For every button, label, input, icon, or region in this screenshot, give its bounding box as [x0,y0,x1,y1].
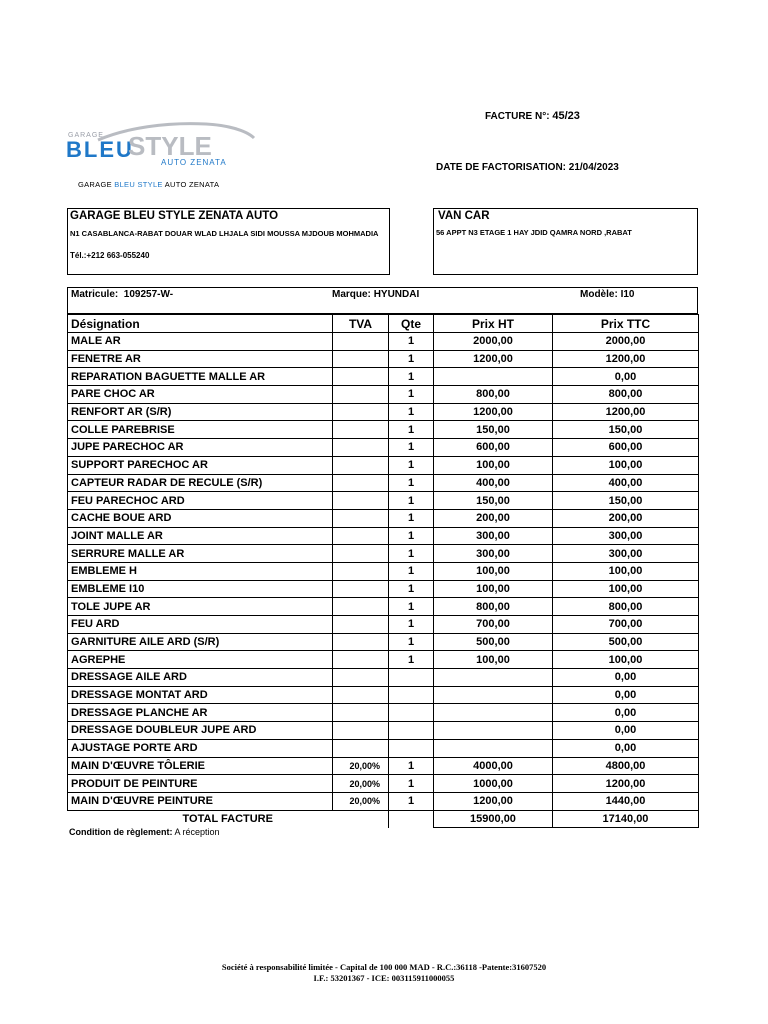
table-row [68,686,699,704]
cell-prix-ttc: 100,00 [553,456,699,474]
cell-prix-ht: 1200,00 [434,403,553,421]
cell-prix-ttc: 800,00 [553,386,699,404]
cell-tva: 20,00% [333,757,389,775]
table-row [68,669,699,687]
cell-designation: MAIN D'ŒUVRE TÔLERIE [68,757,333,775]
cell-prix-ttc: 600,00 [553,439,699,457]
cell-tva [333,474,389,492]
logo-auto-zenata-text: AUTO ZENATA [161,158,227,167]
cell-prix-ttc: 700,00 [553,616,699,634]
cell-qte: 1 [389,492,434,510]
cell-tva [333,439,389,457]
cell-prix-ht: 500,00 [434,633,553,651]
total-label: TOTAL FACTURE [68,810,389,828]
cell-qte: 1 [389,562,434,580]
cell-tva [333,333,389,351]
cell-qte: 1 [389,775,434,793]
cell-designation: FEU ARD [68,616,333,634]
cell-prix-ht: 150,00 [434,421,553,439]
vehicle-matricule: Matricule: 109257-W- [71,289,174,300]
cell-qte: 1 [389,474,434,492]
cell-prix-ht [434,704,553,722]
table-row [68,350,699,368]
table-row [68,792,699,810]
cell-designation: MALE AR [68,333,333,351]
cell-tva [333,633,389,651]
cell-prix-ttc: 300,00 [553,545,699,563]
cell-designation: SERRURE MALLE AR [68,545,333,563]
cell-prix-ttc: 0,00 [553,686,699,704]
table-row [68,456,699,474]
cell-qte [389,739,434,757]
cell-prix-ht [434,722,553,740]
cell-prix-ht [434,739,553,757]
cell-designation: CACHE BOUE ARD [68,509,333,527]
invoice-date: DATE DE FACTORISATION: 21/04/2023 [436,162,619,173]
cell-tva [333,580,389,598]
table-row [68,403,699,421]
cell-designation: CAPTEUR RADAR DE RECULE (S/R) [68,474,333,492]
cell-prix-ht [434,368,553,386]
table-row [68,598,699,616]
cell-tva [333,686,389,704]
cell-designation: FEU PARECHOC ARD [68,492,333,510]
table-row [68,492,699,510]
cell-designation: PRODUIT DE PEINTURE [68,775,333,793]
cell-qte [389,686,434,704]
cell-qte: 1 [389,439,434,457]
cell-qte [389,722,434,740]
cell-prix-ttc: 100,00 [553,580,699,598]
cell-designation: SUPPORT PARECHOC AR [68,456,333,474]
cell-prix-ht: 300,00 [434,545,553,563]
cell-prix-ht: 100,00 [434,651,553,669]
cell-prix-ht: 1200,00 [434,792,553,810]
table-row [68,757,699,775]
table-row [68,580,699,598]
cell-prix-ht: 200,00 [434,509,553,527]
cell-prix-ttc: 1440,00 [553,792,699,810]
cell-prix-ttc: 0,00 [553,669,699,687]
cell-tva [333,350,389,368]
table-row [68,333,699,351]
cell-tva [333,562,389,580]
cell-prix-ht: 800,00 [434,386,553,404]
cell-designation: MAIN D'ŒUVRE PEINTURE [68,792,333,810]
table-row [68,474,699,492]
cell-prix-ttc: 1200,00 [553,775,699,793]
cell-prix-ht: 100,00 [434,580,553,598]
cell-designation: FENETRE AR [68,350,333,368]
table-row [68,439,699,457]
cell-designation: GARNITURE AILE ARD (S/R) [68,633,333,651]
logo-caption: GARAGE BLEU STYLE AUTO ZENATA [78,180,220,189]
total-empty-cell [389,810,434,828]
cell-prix-ttc: 500,00 [553,633,699,651]
cell-designation: JUPE PARECHOC AR [68,439,333,457]
supplier-name: GARAGE BLEU STYLE ZENATA AUTO [70,210,279,222]
cell-tva [333,368,389,386]
cell-prix-ht: 700,00 [434,616,553,634]
cell-prix-ht: 300,00 [434,527,553,545]
cell-tva: 20,00% [333,792,389,810]
cell-tva: 20,00% [333,775,389,793]
table-row [68,722,699,740]
table-row [68,633,699,651]
cell-prix-ht: 600,00 [434,439,553,457]
total-row [68,810,699,828]
cell-designation: DRESSAGE DOUBLEUR JUPE ARD [68,722,333,740]
table-row [68,509,699,527]
header-qte: Qte [389,315,434,333]
cell-tva [333,722,389,740]
invoice-number: FACTURE N°: 45/23 [485,110,580,122]
table-row [68,386,699,404]
vehicle-marque: Marque: HYUNDAI [332,289,420,300]
cell-tva [333,527,389,545]
cell-qte: 1 [389,403,434,421]
table-row [68,651,699,669]
cell-prix-ht: 400,00 [434,474,553,492]
client-name: VAN CAR [438,210,490,222]
cell-prix-ttc: 0,00 [553,722,699,740]
header-prix-ht: Prix HT [434,315,553,333]
cell-prix-ht: 150,00 [434,492,553,510]
cell-qte: 1 [389,545,434,563]
cell-tva [333,492,389,510]
table-body [68,333,699,811]
cell-prix-ht: 100,00 [434,562,553,580]
cell-designation: REPARATION BAGUETTE MALLE AR [68,368,333,386]
cell-prix-ttc: 0,00 [553,739,699,757]
cell-prix-ht: 800,00 [434,598,553,616]
cell-designation: COLLE PAREBRISE [68,421,333,439]
client-address: 56 APPT N3 ETAGE 1 HAY JDID QAMRA NORD ,RABAT [436,228,632,237]
cell-prix-ttc: 300,00 [553,527,699,545]
cell-prix-ttc: 150,00 [553,492,699,510]
cell-designation: JOINT MALLE AR [68,527,333,545]
company-logo [66,120,256,175]
cell-tva [333,669,389,687]
supplier-address: N1 CASABLANCA-RABAT DOUAR WLAD LHJALA SIDI MOUSSA MJDOUB MOHMADIA [70,229,379,238]
vehicle-modele: Modèle: I10 [580,289,635,300]
table-header-row [68,315,699,333]
table-row [68,421,699,439]
cell-qte: 1 [389,598,434,616]
cell-designation: DRESSAGE PLANCHE AR [68,704,333,722]
cell-designation: TOLE JUPE AR [68,598,333,616]
table-row [68,527,699,545]
cell-prix-ttc: 100,00 [553,651,699,669]
header-tva: TVA [333,315,389,333]
cell-qte: 1 [389,333,434,351]
cell-tva [333,616,389,634]
cell-prix-ht: 1200,00 [434,350,553,368]
cell-prix-ht: 100,00 [434,456,553,474]
cell-prix-ttc: 1200,00 [553,403,699,421]
cell-qte: 1 [389,350,434,368]
header-designation: Désignation [68,315,333,333]
table-row [68,368,699,386]
cell-prix-ht: 1000,00 [434,775,553,793]
table-row [68,704,699,722]
cell-prix-ht: 2000,00 [434,333,553,351]
cell-designation: EMBLEME H [68,562,333,580]
cell-tva [333,421,389,439]
cell-designation: RENFORT AR (S/R) [68,403,333,421]
logo-bleu-text: BLEU [66,137,134,162]
total-ttc: 17140,00 [553,810,699,828]
cell-prix-ttc: 1200,00 [553,350,699,368]
cell-qte: 1 [389,633,434,651]
logo-garage-text: GARAGE [68,132,104,139]
cell-qte: 1 [389,386,434,404]
cell-prix-ttc: 2000,00 [553,333,699,351]
cell-prix-ttc: 0,00 [553,368,699,386]
cell-qte: 1 [389,792,434,810]
footer-legal-line-2: I.F.: 53201367 - ICE: 003115911000055 [313,973,455,983]
cell-designation: AJUSTAGE PORTE ARD [68,739,333,757]
cell-tva [333,704,389,722]
cell-qte: 1 [389,651,434,669]
cell-prix-ttc: 0,00 [553,704,699,722]
header-prix-ttc: Prix TTC [553,315,699,333]
table-row [68,739,699,757]
cell-qte: 1 [389,368,434,386]
cell-prix-ht [434,669,553,687]
cell-qte: 1 [389,509,434,527]
cell-tva [333,386,389,404]
cell-designation: DRESSAGE MONTAT ARD [68,686,333,704]
cell-tva [333,739,389,757]
cell-tva [333,598,389,616]
cell-prix-ttc: 4800,00 [553,757,699,775]
cell-qte: 1 [389,527,434,545]
cell-tva [333,509,389,527]
cell-prix-ht [434,686,553,704]
table-row [68,616,699,634]
cell-prix-ttc: 200,00 [553,509,699,527]
invoice-items-table [67,314,699,828]
cell-prix-ttc: 800,00 [553,598,699,616]
cell-qte: 1 [389,616,434,634]
cell-qte: 1 [389,580,434,598]
cell-designation: EMBLEME I10 [68,580,333,598]
cell-tva [333,403,389,421]
cell-qte [389,704,434,722]
cell-qte [389,669,434,687]
supplier-phone: Tél.:+212 663-055240 [70,251,150,260]
cell-qte: 1 [389,456,434,474]
table-row [68,775,699,793]
payment-condition: Condition de règlement: A réception [69,827,220,837]
cell-qte: 1 [389,421,434,439]
total-ht: 15900,00 [434,810,553,828]
cell-designation: AGREPHE [68,651,333,669]
cell-tva [333,456,389,474]
footer-legal-line-1: Société à responsabilité limitée - Capital de 100 000 MAD - R.C.:36118 -Patente:31607520 [221,962,547,972]
logo-style-text: STYLE [128,131,212,161]
cell-tva [333,651,389,669]
cell-qte: 1 [389,757,434,775]
cell-prix-ttc: 400,00 [553,474,699,492]
cell-prix-ttc: 100,00 [553,562,699,580]
table-row [68,545,699,563]
table-row [68,562,699,580]
cell-prix-ht: 4000,00 [434,757,553,775]
cell-designation: DRESSAGE AILE ARD [68,669,333,687]
cell-designation: PARE CHOC AR [68,386,333,404]
cell-prix-ttc: 150,00 [553,421,699,439]
cell-tva [333,545,389,563]
